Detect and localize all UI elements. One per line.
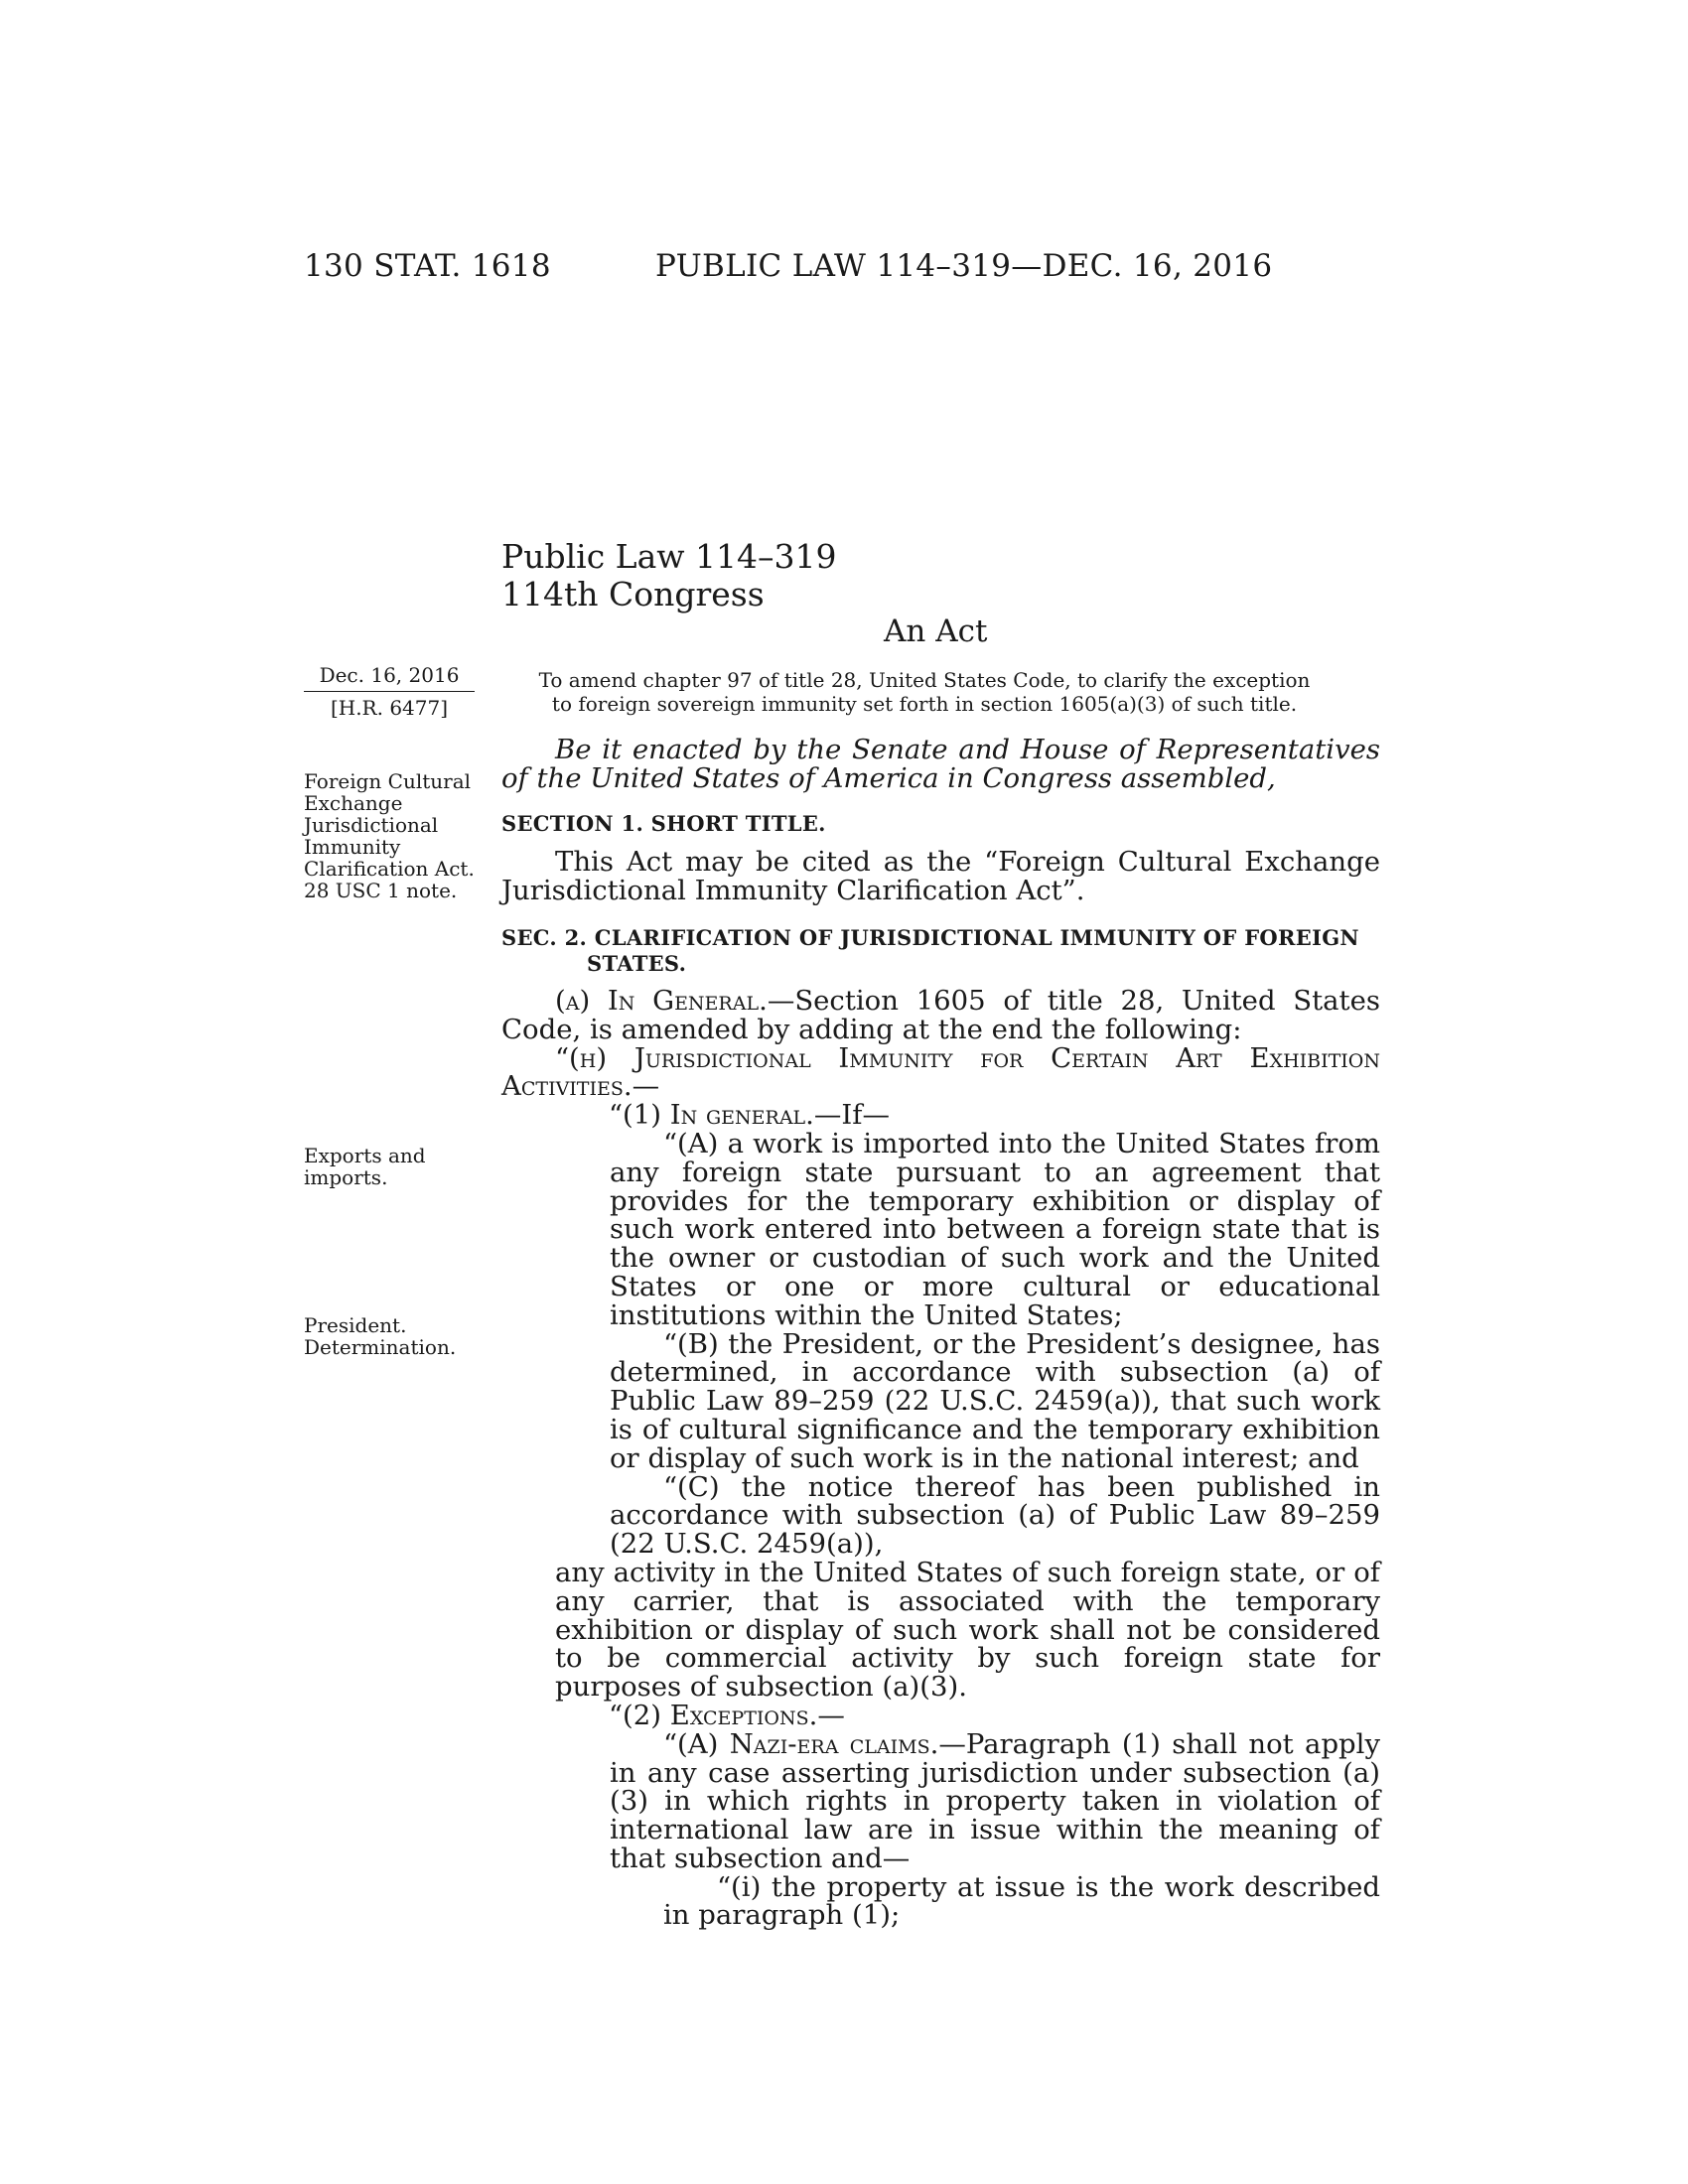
title-block — [501, 538, 836, 614]
clause-C: “(C) the notice thereof has been published in accordance with subsection (a) of Public Law 89–259 (22 U.S.C. 2459(a)), — [610, 1470, 1380, 1561]
act-label: An Act — [884, 614, 988, 649]
sidebar-date-block — [304, 663, 475, 720]
margin-note-exports: Exports and imports. — [304, 1144, 426, 1189]
margin-note-president: President. Determination. — [304, 1313, 457, 1359]
section-2-heading: SEC. 2. CLARIFICATION OF JURISDICTIONAL IMMUNITY OF FOREIGN STATES. — [501, 924, 1359, 976]
running-law-citation: PUBLIC LAW 114–319—DEC. 16, 2016 — [655, 248, 1273, 284]
clause-A-nazi-era: “(A) Nazi-era claims.—Paragraph (1) shall not apply in any case asserting jurisdiction under subsection (a)(3) in which rights in property taken in violation of international law are in issue within the meaning of that subsection and— — [610, 1727, 1380, 1874]
enactment-date: Dec. 16, 2016 — [304, 663, 475, 692]
section-1-text: This Act may be cited as the “Foreign Cultural Exchange Jurisdictional Immunity Clarification Act”. — [501, 846, 1380, 907]
document-body — [501, 736, 1380, 1930]
law-number: Public Law 114–319 — [501, 537, 837, 576]
flush-language: any activity in the United States of such foreign state, or of any carrier, that is associated with the temporary exhibition or display of such work shall not be considered to be commercial activity by such foreign state for purposes of subsection (a)(3). — [555, 1556, 1380, 1704]
subsection-a: (a) In General.—Section 1605 of title 28, United States Code, is amended by adding at the end the following: — [501, 984, 1380, 1045]
bill-number: [H.R. 6477] — [330, 696, 449, 720]
congress-number: 114th Congress — [501, 575, 765, 614]
clause-B: “(B) the President, or the President’s designee, has determined, in accordance with subsection (a) of Public Law 89–259 (22 U.S.C. 2459(a)), that such work is of cultural significance and the temporary exhibition or display of such work is in the national interest; and — [610, 1327, 1380, 1474]
subsection-h-heading: “(h) Jurisdictional Immunity for Certain Art Exhibition Activities.— — [501, 1041, 1380, 1103]
enacting-clause: Be it enacted by the Senate and House of Representatives of the United States of America in Congress assembled, — [501, 734, 1380, 794]
margin-note-short-title: Foreign Cultural Exchange Jurisdictional Immunity Clarification Act. 28 USC 1 note. — [304, 769, 475, 902]
clause-i: “(i) the property at issue is the work described in paragraph (1); — [663, 1870, 1380, 1932]
section-1-heading: SECTION 1. SHORT TITLE. — [501, 810, 826, 836]
paragraph-2-heading: “(2) Exceptions.— — [609, 1699, 845, 1731]
clause-A: “(A) a work is imported into the United States from any foreign state pursuant to an agreement that provides for the temporary exhibition or display of such work entered into between a foreign state that is the owner or custodian of such work and the United States or one or more cultural or educational institutions within the United States; — [610, 1127, 1380, 1331]
purpose-statement: To amend chapter 97 of title 28, United States Code, to clarify the exception to foreign sovereign immunity set forth in section 1605(a)(3) of such title. — [538, 668, 1311, 716]
paragraph-1-heading: “(1) In general.—If— — [609, 1099, 890, 1132]
page-citation: 130 STAT. 1618 — [304, 248, 551, 284]
